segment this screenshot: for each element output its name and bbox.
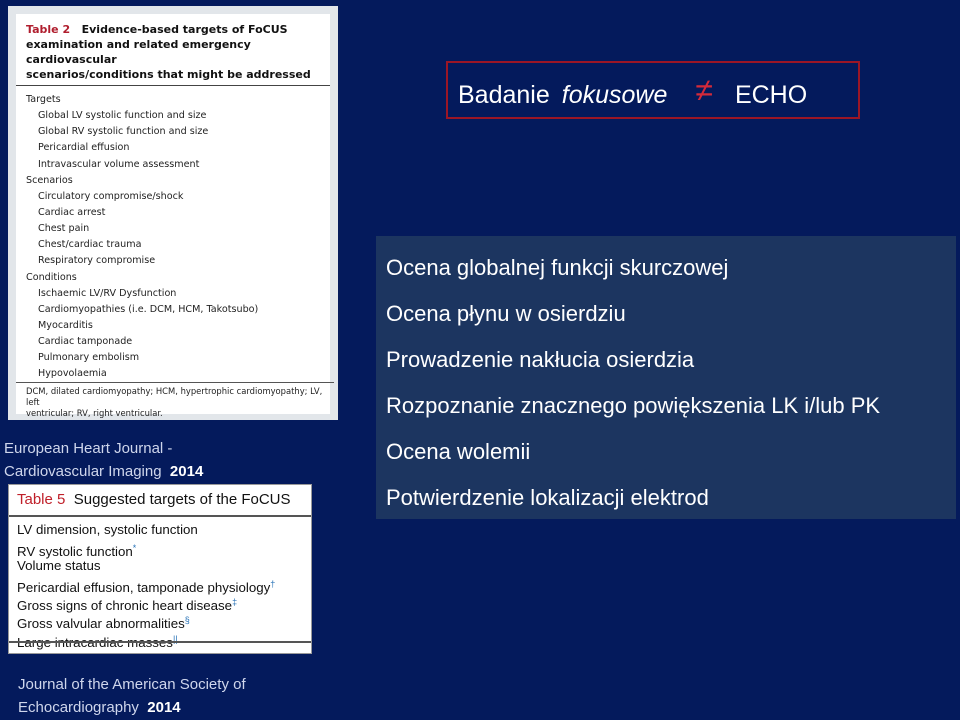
table2-title-line3: scenarios/conditions that might be addressed	[26, 68, 311, 81]
table2-title-line1	[26, 22, 320, 37]
table5-title: Suggested targets of the FoCUS	[73, 491, 291, 508]
table5-item-text: Gross valvular abnormalities	[17, 616, 185, 632]
table5-footnote-mark: §	[184, 615, 190, 626]
table2-section-heading: Targets	[26, 94, 61, 105]
table5-item	[9, 575, 311, 596]
table2-item: Chest pain	[38, 223, 90, 235]
caption1-line1: European Heart Journal -	[4, 440, 173, 457]
table5-item	[9, 539, 311, 560]
table2-item: Intravascular volume assessment	[38, 158, 200, 170]
indications-panel	[376, 236, 956, 519]
title-word-fokusowe: fokusowe	[561, 81, 668, 109]
table2-sheet	[16, 14, 330, 418]
table2-item: Chest/cardiac trauma	[38, 239, 142, 251]
table2-item: Circulatory compromise/shock	[38, 190, 184, 202]
table2-label: Table 2	[26, 23, 71, 36]
table5-footnote-mark: †	[270, 579, 276, 590]
table5-item-text: Large intracardiac masses	[17, 634, 173, 650]
source-caption-jase	[18, 673, 318, 719]
caption1-journal: Cardiovascular Imaging	[4, 463, 162, 480]
indication-item: Prowadzenie nakłucia osierdzia	[386, 347, 695, 372]
table2-item: Cardiac arrest	[38, 206, 106, 218]
title-word-echo: ECHO	[734, 81, 808, 109]
title-word-badanie: Badanie	[458, 81, 550, 109]
table2-item: Global RV systolic function and size	[38, 126, 209, 138]
table2-footnote-rule	[16, 382, 334, 383]
caption1-line2	[4, 460, 254, 483]
table5-header	[9, 485, 311, 517]
caption2-line1: Journal of the American Society of	[18, 676, 246, 693]
table5-footnote-mark: ||	[172, 633, 178, 644]
indication-item: Rozpoznanie znacznego powiększenia LK i/lub PK	[386, 393, 881, 418]
table5-footnote-mark: ‡	[232, 597, 238, 608]
indication-item: Ocena globalnej funkcji skurczowej	[386, 255, 729, 280]
table2-item: Pericardial effusion	[38, 142, 130, 154]
table5-image	[8, 484, 312, 654]
table5-item	[9, 630, 311, 648]
table2-section-heading: Scenarios	[26, 174, 73, 186]
table5-footnote-mark: *	[132, 543, 137, 554]
table5-item-text: Volume status	[17, 558, 101, 574]
table2-image	[8, 6, 338, 420]
indication-item: Potwierdzenie lokalizacji elektrod	[386, 485, 709, 510]
table2-item: Cardiac tamponade	[38, 336, 133, 348]
table2-item: Hypovolaemia	[38, 368, 107, 380]
table5-item	[9, 593, 311, 614]
indication-item: Ocena płynu w osierdziu	[386, 301, 626, 326]
table5-item	[9, 557, 311, 575]
table5-item-text: Gross signs of chronic heart disease	[17, 598, 233, 614]
caption1-year: 2014	[169, 463, 204, 480]
table5-item	[9, 521, 311, 539]
table2-item: Global LV systolic function and size	[38, 110, 207, 122]
table5-item	[9, 611, 311, 632]
table2-footnote	[26, 386, 324, 419]
caption2-line2	[18, 696, 318, 719]
table2-footnote-line2: ventricular; RV, right ventricular.	[26, 408, 163, 418]
table5-bottom-rule	[9, 641, 311, 643]
table5-list	[9, 521, 311, 648]
source-caption-ehj	[4, 437, 254, 483]
indication-item: Ocena wolemii	[386, 439, 531, 464]
table2-list	[26, 92, 320, 383]
table5-item-text: RV systolic function	[17, 544, 133, 560]
table2-header	[26, 22, 320, 82]
table2-header-rule	[16, 85, 330, 86]
table5-item-text: Pericardial effusion, tamponade physiology	[17, 580, 271, 596]
table5-label: Table 5	[17, 491, 66, 508]
slide-title-box	[446, 61, 860, 119]
table2-title-text1: Evidence-based targets of FoCUS	[81, 23, 288, 36]
not-equal-icon: ≠	[695, 72, 713, 108]
table2-item: Ischaemic LV/RV Dysfunction	[38, 287, 177, 299]
table2-item: Myocarditis	[38, 319, 93, 331]
caption2-year: 2014	[147, 699, 181, 716]
table2-item: Pulmonary embolism	[38, 352, 140, 364]
table2-item: Respiratory compromise	[38, 255, 156, 267]
table2-title-line2: examination and related emergency cardiovascular	[26, 38, 251, 66]
table2-section-heading: Conditions	[26, 271, 77, 283]
table2-footnote-line1: DCM, dilated cardiomyopathy; HCM, hypertrophic cardiomyopathy; LV, left	[26, 386, 323, 407]
caption2-journal: Echocardiography	[18, 699, 139, 716]
table5-item-text: LV dimension, systolic function	[17, 522, 198, 537]
table2-item: Cardiomyopathies (i.e. DCM, HCM, Takotsubo)	[38, 303, 259, 315]
